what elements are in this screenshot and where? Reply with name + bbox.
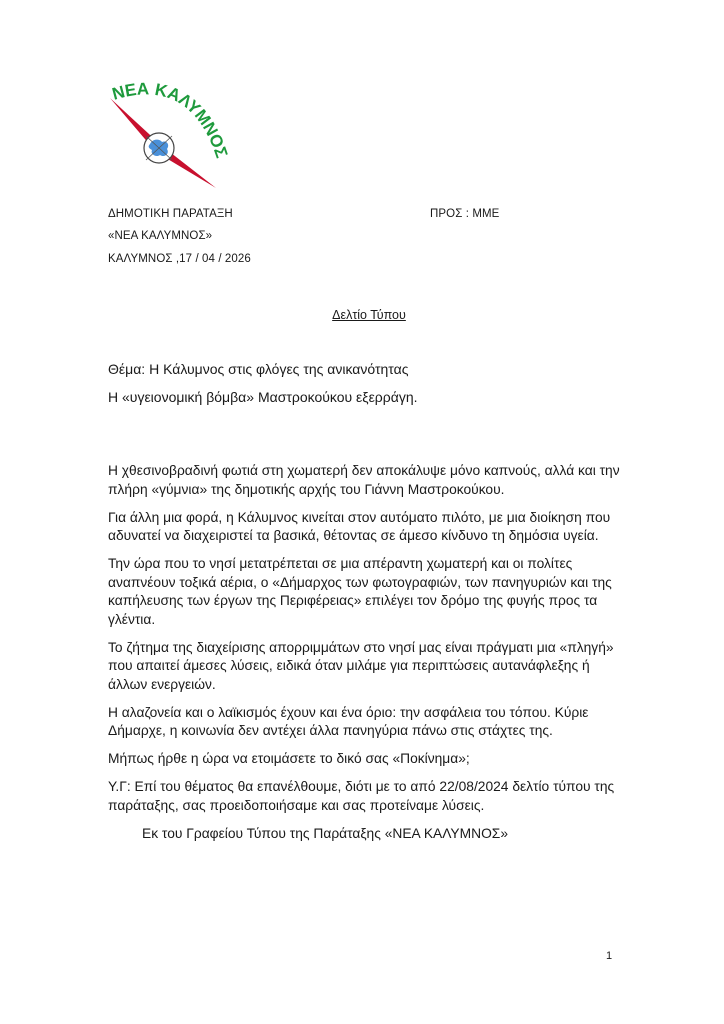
paragraph: Για άλλη μια φορά, η Κάλυμνος κινείται στον αυτόματο πιλότο, με μια διοίκηση που αδυνατεί να διαχειριστεί τα βασικά, θέτοντας σε άμεσο κίνδυνο τη δημόσια υγεία. — [108, 509, 611, 543]
recipient: ΠΡΟΣ : ΜΜΕ — [430, 208, 500, 220]
paragraph: Την ώρα που το νησί μετατρέπεται σε μια απέραντη χωματερή και οι πολίτες αναπνέουν τοξικά αέρια, ο «Δήμαρχος των φωτογραφιών, των πανηγυριών και της καπήλευσης των έργων της Περιφέρειας» επιλέγει τον δρόμο της φυγής προς τα γλέντια. — [108, 556, 612, 627]
compass-logo-icon — [104, 78, 234, 198]
paragraph: Το ζήτημα της διαχείρισης απορριμμάτων στο νησί μας είναι πράγματι μια «πληγή» που απαιτεί άμεσες λύσεις, ειδικά όταν μιλάμε για περιπτώσεις αυτανάφλεξης ή άλλων ενεργειών. — [108, 639, 614, 692]
signature: Εκ του Γραφείου Τύπου της Παράταξης «ΝΕΑ ΚΑΛΥΜΝΟΣ» — [142, 825, 509, 841]
page-number: 1 — [606, 950, 613, 962]
paragraph: Η χθεσινοβραδινή φωτιά στη χωματερή δεν αποκάλυψε μόνο καπνούς, αλλά και την πλήρη «γύμνια» της δημοτικής αρχής του Γιάννη Μαστροκούκου. — [108, 463, 620, 497]
paragraph: Μήπως ήρθε η ώρα να ετοιμάσετε το δικό σας «Ποκίνημα»; — [108, 751, 470, 766]
paragraph: Η αλαζονεία και ο λαϊκισμός έχουν και ένα όριο: την ασφάλεια του τόπου. Κύριε Δήμαρχε, η κοινωνία δεν αντέχει άλλα πανηγύρια πάνω στις στάχτες της. — [108, 704, 589, 738]
organization-label: ΔΗΜΟΤΙΚΗ ΠΑΡΑΤΑΞΗ — [108, 208, 233, 220]
place-date: ΚΑΛΥΜΝΟΣ ,17 / 04 / 2026 — [108, 253, 251, 265]
party-name: «ΝΕΑ ΚΑΛΥΜΝΟΣ» — [108, 230, 213, 242]
postscript: Υ.Γ: Επί του θέματος θα επανέλθουμε, διότι με το από 22/08/2024 δελτίο τύπου της παράταξης, σας προειδοποιήσαμε και σας προτείναμε λύσεις. — [108, 779, 615, 813]
logo-text: ΝΕΑ ΚΑΛΥΜΝΟΣ — [110, 79, 232, 161]
document-body — [108, 462, 628, 853]
subject-line-1: Θέμα: Η Κάλυμνος στις φλόγες της ανικανότητας — [108, 361, 409, 377]
document-title: Δελτίο Τύπου — [332, 308, 406, 322]
party-logo — [104, 78, 234, 198]
subject-line-2: Η «υγειονομική βόμβα» Μαστροκούκου εξερράγη. — [108, 389, 418, 405]
